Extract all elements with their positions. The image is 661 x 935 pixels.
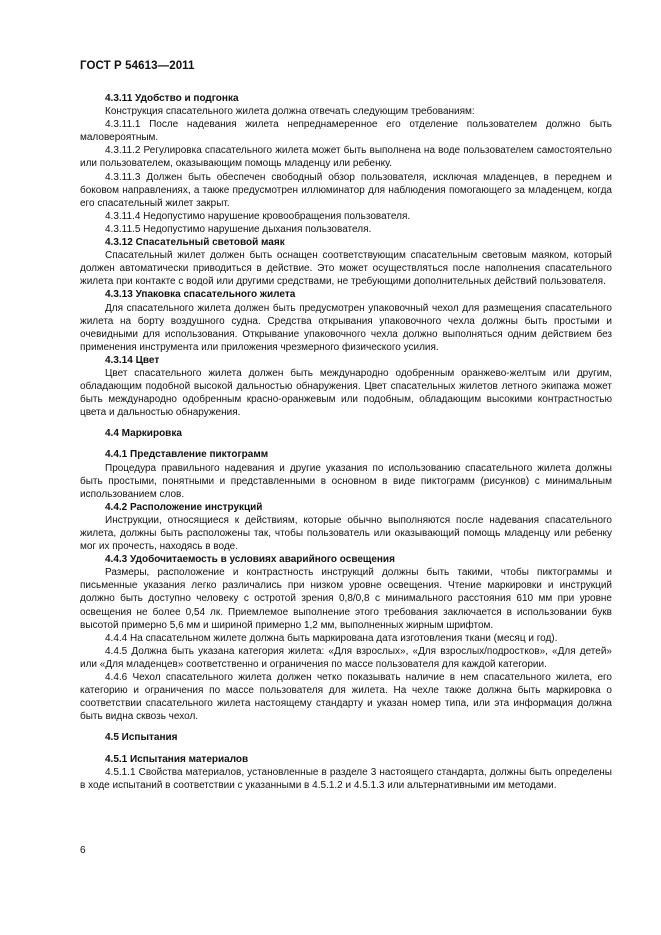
paragraph: Инструкции, относящиеся к действиям, которые обычно выполняются после надевания спасательного жилета, должны быть расположены так, чтобы пользователь или оказывающий помощь младенцу или ребенку мог их прочесть, находясь в воде. (80, 514, 612, 553)
paragraph: Для спасательного жилета должен быть предусмотрен упаковочный чехол для размещения спасательного жилета на борту воздушного судна. Средства открывания упаковочного чехла должны быть простыми и очевидными для использования. Открывание упаковочного чехла должно выполняться одним действием без применения инструмента или приложения чрезмерного физического усилия. (80, 302, 612, 353)
paragraph: Спасательный жилет должен быть оснащен соответствующим спасательным световым маяком, который должен автоматически приводиться в действие. Это может осуществляться после наполнения спасательного жилета при контакте с водой или другими средствами, не требующими дополнительных действий пользователя. (80, 250, 612, 288)
paragraph: 4.3.11.5 Недопустимо нарушение дыхания пользователя. (105, 223, 372, 235)
section-heading: 4.5.1 Испытания материалов (105, 753, 249, 765)
section-heading: 4.3.11 Удобство и подгонка (105, 93, 239, 104)
paragraph: 4.3.11.1 После надевания жилета непреднамеренное его отделение пользователем должно быть маловероятным. (80, 119, 612, 144)
section-heading: 4.4.1 Представление пиктограмм (105, 449, 269, 461)
section-heading: 4.3.14 Цвет (105, 354, 160, 366)
paragraph: 4.3.11.3 Должен быть обеспечен свободный обзор пользователя, исключая младенцев, в переднем и боковом направлениях, а также предусмотрен иллюминатор для наблюдения помогающего за младенцем, когда его спасательный жилет закрыт. (80, 171, 612, 209)
paragraph: 4.4.6 Чехол спасательного жилета должен четко показывать наличие в нем спасательного жилета, его категорию и ограничения по массе пользователя для жилета. На чехле также должна быть маркировка о соответствии спасательного жилета настоящему стандарту и указан номер типа, или эта информация должна быть видна сквозь чехол. (80, 672, 612, 723)
section-heading: 4.4 Маркировка (105, 428, 182, 440)
section-heading: 4.5 Испытания (105, 732, 178, 744)
paragraph: 4.4.4 На спасательном жилете должна быть маркирована дата изготовления ткани (месяц и год). (105, 632, 558, 644)
paragraph: Размеры, расположение и контрастность инструкций должны быть такими, чтобы пиктограммы и письменные указания легко различались при низком уровне освещения. Чтение маркировки и инструкций должно быть доступно человеку с остротой зрения 0,8/0,8 с минимального расстояния 610 мм при уровне освещения не более 0,54 лк. Приемлемое выполнение этого требования заключается в использовании букв высотой примерно 5,6 мм и шириной примерно 1,2 мм, выполненных жирным шрифтом. (80, 567, 612, 631)
paragraph: 4.5.1.1 Свойства материалов, установленные в разделе 3 настоящего стандарта, должны быть определены в ходе испытаний в соответствии с указанными в 4.5.1.2 и 4.5.1.3 или альтернативными им методами. (80, 766, 612, 791)
paragraph: 4.4.5 Должна быть указана категория жилета: «Для взрослых», «Для взрослых/подростков», «Для детей» или «Для младенцев» соответственно и ограничения по массе пользователя для каждой категории. (80, 645, 612, 670)
section-heading: 4.3.13 Упаковка спасательного жилета (105, 289, 296, 301)
paragraph: Цвет спасательного жилета должен быть международно одобренным оранжево-желтым или другим, обладающим подобной высокой дальностью обнаружения. Цвет спасательных жилетов летного экипажа может быть международно одобренным красно-оранжевым или подобным, обладающим высокими контрастностью цвета и дальностью обнаружения. (80, 367, 612, 419)
section-heading: 4.4.3 Удобочитаемость в условиях аварийного освещения (105, 554, 395, 566)
paragraph: Конструкция спасательного жилета должна отвечать следующим требованиям: (105, 106, 475, 118)
paragraph: Процедура правильного надевания и другие указания по использованию спасательного жилета должны быть простыми, понятными и представленными в основном в виде пиктограмм (рисунков) с минимальным использованием слов. (80, 462, 612, 500)
section-heading: 4.3.12 Спасательный световой маяк (105, 237, 285, 249)
paragraph: 4.3.11.4 Недопустимо нарушение кровообращения пользователя. (105, 210, 411, 222)
document-body (80, 92, 612, 792)
document-header: ГОСТ Р 54613—2011 (80, 60, 195, 72)
paragraph: 4.3.11.2 Регулировка спасательного жилета может быть выполнена на воде пользователем самостоятельно или пользователем, оказывающим помощь младенцу или ребенку. (80, 145, 612, 170)
page-number: 6 (80, 845, 86, 856)
section-heading: 4.4.2 Расположение инструкций (105, 501, 263, 513)
